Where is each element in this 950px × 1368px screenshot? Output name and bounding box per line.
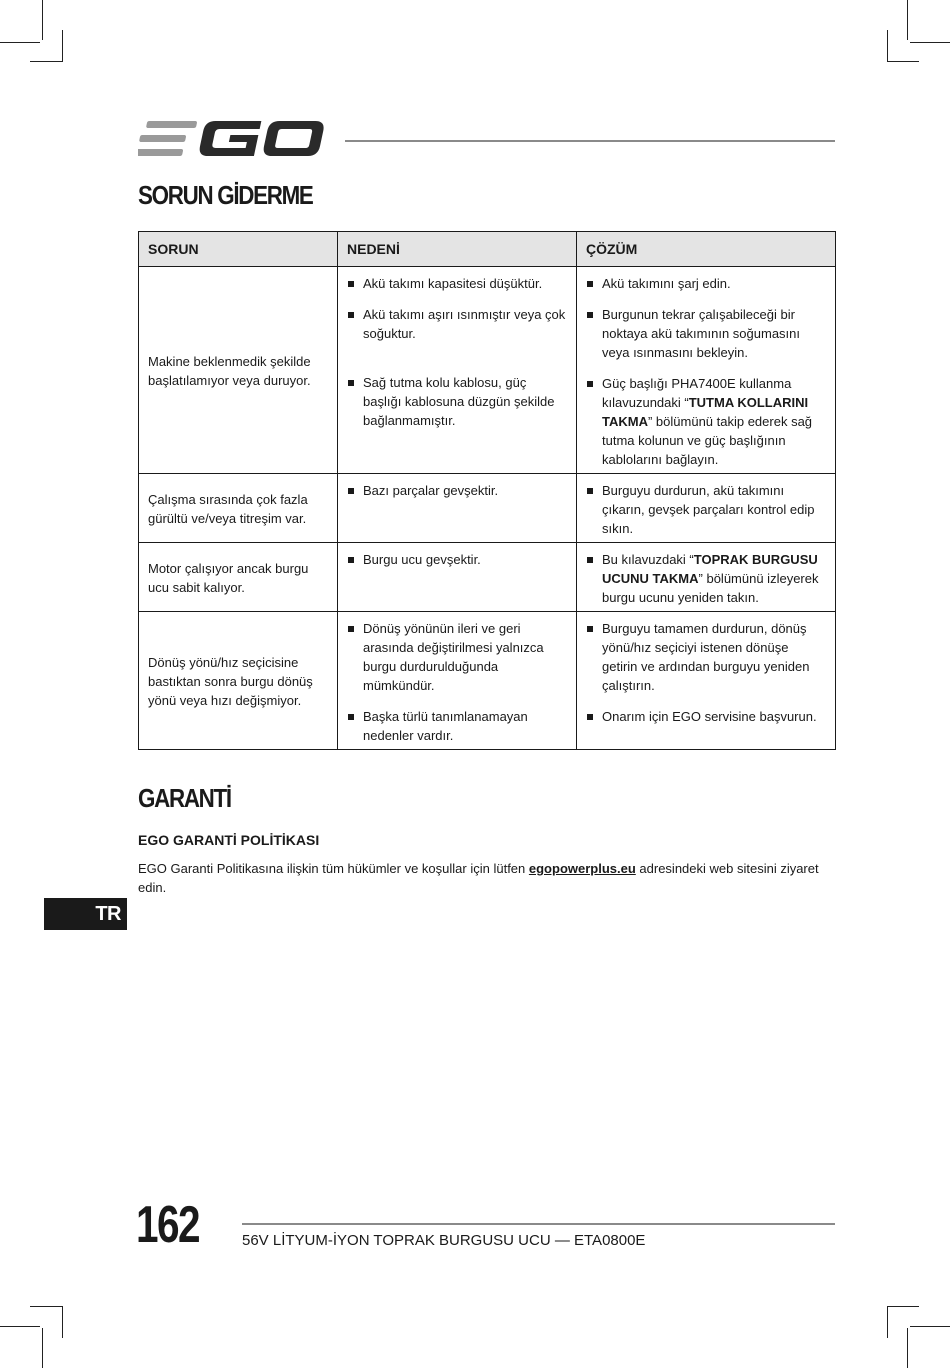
list-item: Dönüş yönünün ileri ve geri arasında değiştirilmesi yalnızca burgu durdurulduğunda mümkündür. [347, 619, 567, 695]
crop-mark [42, 0, 43, 40]
list-item: Güç başlığı PHA7400E kullanma kılavuzundaki “TUTMA KOLLARINI TAKMA” bölümünü takip ederek sağ tutma kolunun ve güç başlığının kablolarını bağlayın. [586, 374, 826, 469]
crop-mark [30, 1306, 62, 1307]
language-tab: TR [44, 898, 127, 930]
solution-cell [577, 612, 836, 750]
solution-cell [577, 474, 836, 543]
problem-cell: Makine beklenmedik şekilde başlatılamıyor veya duruyor. [139, 267, 338, 474]
list-item: Sağ tutma kolu kablosu, güç başlığı kablosuna düzgün şekilde bağlanmamıştır. [347, 373, 567, 430]
column-header-problem: SORUN [139, 232, 338, 267]
list-item: Burguyu tamamen durdurun, dönüş yönü/hız seçiciyi istenen dönüşe getirin ve ardından burguyu yeniden çalıştırın. [586, 619, 826, 695]
crop-mark [887, 61, 919, 62]
list-item: Burgu ucu gevşektir. [347, 550, 567, 569]
solution-cell [577, 543, 836, 612]
crop-mark [62, 1306, 63, 1338]
crop-mark [0, 1326, 40, 1327]
column-header-cause: NEDENİ [338, 232, 577, 267]
footer-rule [242, 1223, 835, 1225]
crop-mark [907, 1328, 908, 1368]
list-item: Akü takımını şarj edin. [586, 274, 826, 293]
cause-cell [338, 267, 577, 474]
crop-mark [30, 61, 62, 62]
troubleshooting-title: SORUN GİDERME [138, 180, 313, 210]
list-item: Akü takımı kapasitesi düşüktür. [347, 274, 567, 293]
crop-mark [42, 1328, 43, 1368]
list-item: Burgunun tekrar çalışabileceği bir noktaya akü takımının soğumasını veya ısınmasını bekleyin. [586, 305, 826, 362]
cause-cell [338, 612, 577, 750]
solution-cell [577, 267, 836, 474]
troubleshooting-table [138, 231, 836, 750]
list-item: Bazı parçalar gevşektir. [347, 481, 567, 500]
list-item: Bu kılavuzdaki “TOPRAK BURGUSU UCUNU TAKMA” bölümünü izleyerek burgu ucunu yeniden takın. [586, 550, 826, 607]
crop-mark [907, 0, 908, 40]
table-header-row [139, 232, 836, 267]
cause-cell [338, 474, 577, 543]
list-item: Onarım için EGO servisine başvurun. [586, 707, 826, 726]
crop-mark [0, 42, 40, 43]
crop-mark [887, 1306, 888, 1338]
header-rule [345, 140, 835, 142]
warranty-text-after: adresindeki web sitesini ziyaret edin. [138, 861, 819, 895]
crop-mark [887, 1306, 919, 1307]
list-item: Başka türlü tanımlanamayan nedenler vardır. [347, 707, 567, 745]
warranty-title: GARANTİ [138, 783, 231, 813]
warranty-subtitle: EGO GARANTİ POLİTİKASI [138, 832, 320, 848]
list-item: Burguyu durdurun, akü takımını çıkarın, gevşek parçaları kontrol edip sıkın. [586, 481, 826, 538]
column-header-solution: ÇÖZÜM [577, 232, 836, 267]
warranty-link[interactable]: egopowerplus.eu [528, 861, 636, 876]
table-row [139, 543, 836, 612]
crop-mark [910, 42, 950, 43]
problem-cell: Çalışma sırasında çok fazla gürültü ve/veya titreşim var. [139, 474, 338, 543]
footer-product-name: 56V LİTYUM-İYON TOPRAK BURGUSU UCU — ETA0800E [242, 1232, 646, 1249]
table-row [139, 267, 836, 474]
table-row [139, 612, 836, 750]
crop-mark [887, 30, 888, 62]
problem-cell: Motor çalışıyor ancak burgu ucu sabit kalıyor. [139, 543, 338, 612]
cause-cell [338, 543, 577, 612]
page-number: 162 [136, 1196, 199, 1254]
problem-cell: Dönüş yönü/hız seçicisine bastıktan sonra burgu dönüş yönü veya hızı değişmiyor. [139, 612, 338, 750]
warranty-text-before: EGO Garanti Politikasına ilişkin tüm hükümler ve koşullar için lütfen [138, 861, 529, 876]
crop-mark [62, 30, 63, 62]
table-row [139, 474, 836, 543]
warranty-text [138, 859, 828, 897]
list-item: Akü takımı aşırı ısınmıştır veya çok soğuktur. [347, 305, 567, 343]
crop-mark [910, 1326, 950, 1327]
ego-logo [138, 118, 328, 162]
